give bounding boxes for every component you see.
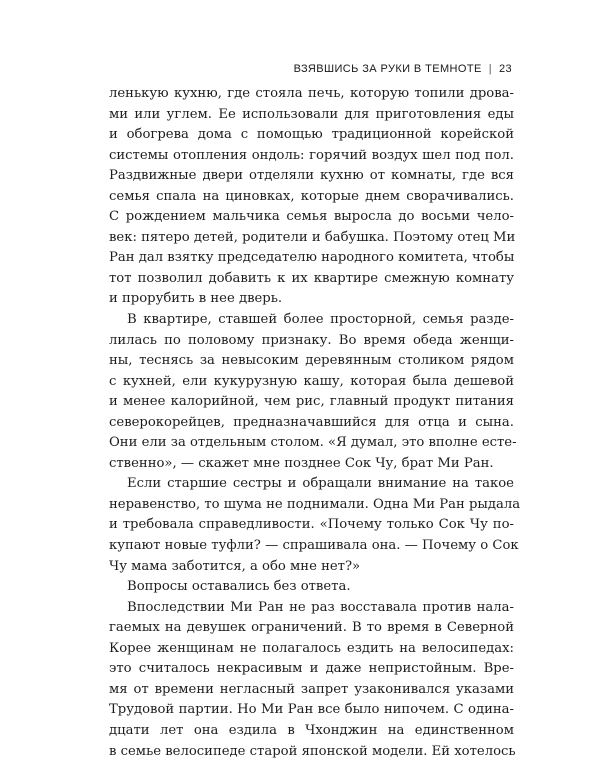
- text-line: Они ели за отдельным столом. «Я думал, это вполне есте-: [109, 433, 514, 454]
- text-line: ны, теснясь за невысоким деревянным столиком рядом: [109, 351, 514, 372]
- text-line: Вопросы оставались без ответа.: [109, 577, 514, 598]
- text-line: семья спала на циновках, которые днем сворачивались.: [109, 187, 514, 208]
- text-line: мя от времени негласный запрет узаконивался указами: [109, 680, 514, 701]
- page-number: 23: [499, 63, 512, 75]
- text-line: с кухней, ели кукурузную кашу, которая была дешевой: [109, 372, 514, 393]
- text-line: лилась по половому признаку. Во время обеда женщи-: [109, 331, 514, 352]
- text-line: Чу мама заботится, а обо мне нет?»: [109, 557, 514, 578]
- text-line: В квартире, ставшей более просторной, семья разде-: [109, 310, 514, 331]
- paragraph: [109, 84, 514, 310]
- paragraph: [109, 310, 514, 474]
- running-header: [294, 63, 512, 75]
- paragraph: [109, 598, 514, 762]
- text-line: С рождением мальчика семья выросла до восьми чело-: [109, 207, 514, 228]
- text-line: северокорейцев, предназначавшийся для отца и сына.: [109, 413, 514, 434]
- text-line: тот позволил добавить к их квартире смежную комнату: [109, 269, 514, 290]
- paragraph: [109, 577, 514, 598]
- text-line: и менее калорийной, чем рис, главный продукт питания: [109, 392, 514, 413]
- text-line: и прорубить в нее дверь.: [109, 289, 514, 310]
- text-line: Впоследствии Ми Ран не раз восставала против нала-: [109, 598, 514, 619]
- text-line: системы отопления ондоль: горячий воздух шел под пол.: [109, 146, 514, 167]
- text-line: это считалось некрасивым и даже непристойным. Вре-: [109, 659, 514, 680]
- header-separator: |: [489, 63, 492, 75]
- text-line: Если старшие сестры и обращали внимание на такое: [109, 474, 514, 495]
- text-line: дцати лет она ездила в Чхонджин на единственном: [109, 721, 514, 742]
- text-line: купают новые туфли? — спрашивала она. — Почему о Сок: [109, 536, 514, 557]
- text-line: ственно», — скажет мне позднее Сок Чу, брат Ми Ран.: [109, 454, 514, 475]
- text-line: ми или углем. Ее использовали для приготовления еды: [109, 105, 514, 126]
- text-line: неравенство, то шума не поднимали. Одна Ми Ран рыдала: [109, 495, 514, 516]
- text-line: и обогрева дома с помощью традиционной корейской: [109, 125, 514, 146]
- paragraph: [109, 474, 514, 577]
- text-line: Раздвижные двери отделяли кухню от комнаты, где вся: [109, 166, 514, 187]
- body-text: [109, 84, 514, 762]
- text-line: ленькую кухню, где стояла печь, которую топили дрова-: [109, 84, 514, 105]
- text-line: и требовала справедливости. «Почему только Сок Чу по-: [109, 515, 514, 536]
- text-line: гаемых на девушек ограничений. В то время в Северной: [109, 618, 514, 639]
- running-title: ВЗЯВШИСЬ ЗА РУКИ В ТЕМНОТЕ: [294, 63, 482, 75]
- text-line: Трудовой партии. Но Ми Ран все было нипочем. С одина-: [109, 700, 514, 721]
- text-line: Корее женщинам не полагалось ездить на велосипедах:: [109, 639, 514, 660]
- text-line: в семье велосипеде старой японской модели. Ей хотелось: [109, 742, 514, 762]
- text-line: век: пятеро детей, родители и бабушка. Поэтому отец Ми: [109, 228, 514, 249]
- text-line: Ран дал взятку председателю народного комитета, чтобы: [109, 248, 514, 269]
